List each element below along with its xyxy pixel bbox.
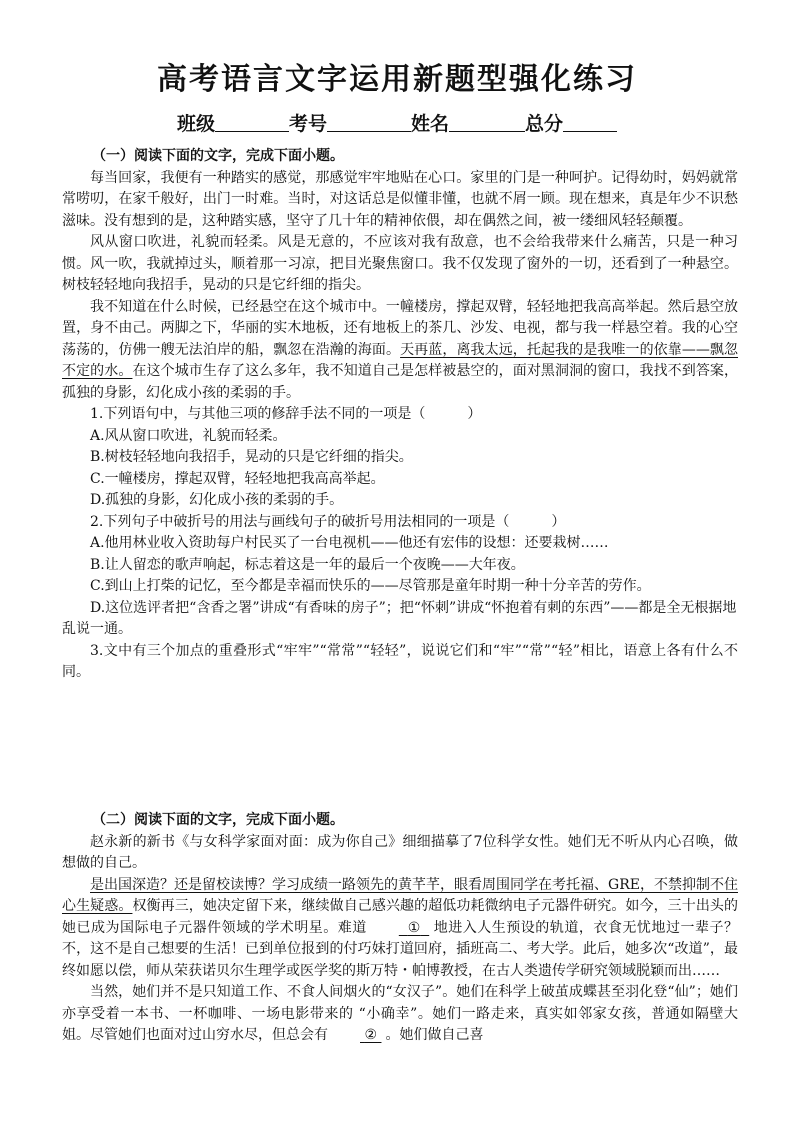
passage-text: 当然，她们并不是只知道工作、不食人间烟火的“女汉子”。她们在科学上破茧成蝶甚至羽化登“仙”；她们亦享受着一本书、一杯咖啡、一场电影带来的 “小确幸”。她们一路走来，真实如邻家女孩，普通如隔壁大姐。尽管她们也面对过山穷水尽，但总会有 <box>62 984 738 1043</box>
passage-paragraph: 每当回家，我便有一种踏实的感觉，那感觉牢牢地贴在心口。家里的门是一种呵护。记得幼时，妈妈就常常唠叨，在家千般好，出门一时难。当时，对这话总是似懂非懂，也就不屑一顾。现在想来，真是年少不识愁滋味。没有想到的是，这种踏实感，坚守了几十年的精神依偎，却在偶然之间，被一缕细风轻轻颠覆。 <box>62 169 738 229</box>
passage-text: 在这个城市生存了这么多年，我不知道自己是怎样被悬空的，面对黑洞洞的窗口，我找不到答案，孤独的身影，幻化成小孩的柔弱的手。 <box>62 363 739 401</box>
section-one <box>62 146 738 684</box>
name-blank[interactable] <box>449 111 525 132</box>
blank-1[interactable] <box>367 918 433 940</box>
option-2b: B.让人留恋的歌声响起，标志着这是一年的最后一个夜晚——大年夜。 <box>90 556 525 573</box>
section-one-heading: （一）阅读下面的文字，完成下面小题。 <box>92 148 344 164</box>
section-two-heading: （二）阅读下面的文字，完成下面小题。 <box>92 812 344 828</box>
class-blank[interactable] <box>215 111 289 132</box>
number-blank[interactable] <box>327 111 411 132</box>
question-1: 1.下列语句中，与其他三项的修辞手法不同的一项是（ ） <box>90 406 482 422</box>
option-1b: B.树枝轻轻地向我招手，晃动的只是它纤细的指尖。 <box>90 449 413 465</box>
underlined-sentence: 天再蓝，离我太远，托起我的是我唯一的依靠——飘忽不定的水。 <box>62 341 739 379</box>
passage-paragraph <box>62 297 738 405</box>
option-2c: C.到山上打柴的记忆，至今都是幸福而快乐的——尽管那是童年时期一种十分辛苦的劳作。 <box>90 578 651 594</box>
blank-2-number: ② <box>364 1027 378 1043</box>
name-label: 姓名 <box>411 113 450 135</box>
option-2d: D.这位选评者把“含香之署”讲成“有香味的房子”；把“怀刺”讲成“怀抱着有刺的东西”——都是全无根据地乱说一通。 <box>62 599 737 637</box>
underlined-sentence: 是出国深造？还是留校读博？学习成绩一路领先的黄芊芊，眼看周围同学在考托福、GRE，不禁抑制不住心生疑惑。 <box>62 876 738 914</box>
option-1a: A.风从窗口吹进，礼貌而轻柔。 <box>90 427 287 444</box>
option-2a: A.他用林业收入资助每户村民买了一台电视机——他还有宏伟的设想：还要栽树…… <box>90 535 609 551</box>
passage-paragraph <box>62 982 738 1047</box>
student-info-line <box>0 110 794 138</box>
blank-1-number: ① <box>407 919 421 936</box>
option-1c: C.一幢楼房，撑起双臂，轻轻地把我高高举起。 <box>90 470 385 487</box>
passage-paragraph <box>62 875 738 983</box>
question-2: 2.下列句子中破折号的用法与画线句子的破折号用法相同的一项是（ ） <box>90 513 566 530</box>
score-label: 总分 <box>525 113 564 135</box>
option-1d: D.孤独的身影，幻化成小孩的柔弱的手。 <box>90 492 344 508</box>
question-3: 3.文中有三个加点的重叠形式“牢牢”“常常”“轻轻”，说说它们和“牢”“常”“轻”相比，语意上各有什么不同。 <box>62 642 738 680</box>
passage-text: 我不知道在什么时候，已经悬空在这个城市中。一幢楼房，撑起双臂，轻轻地把我高高举起。然后悬空放置，身不由己。两脚之下，华丽的实木地板，还有地板上的茶几、沙发、电视，都与我一样悬空着。我的心空荡荡的，仿佛一艘无法泊岸的船，飘忽在浩瀚的海面。 <box>62 298 738 358</box>
class-label: 班级 <box>176 113 215 135</box>
blank-2[interactable] <box>328 1025 385 1047</box>
passage-text: 地进入人生预设的轨道，衣食无忧地过一辈子？不，这不是自己想要的生活！已到单位报到的付巧妹打道回府，插班高二、考大学。此后，她多次“改道”，最终如愿以偿，师从荣获诺贝尔生理学或医学奖的斯万特・帕博教授，在古人类遗传学研究领域脱颖而出…… <box>62 919 738 979</box>
page-title: 高考语言文字运用新题型强化练习 <box>157 62 637 97</box>
passage-paragraph: 赵永新的新书《与女科学家面对面：成为你自己》细细描摹了7位科学女性。她们无不听从内心召唤，做想做的自己。 <box>62 833 738 871</box>
section-two <box>62 810 738 1047</box>
passage-text: 权衡再三，她决定留下来，继续做自己感兴趣的超低功耗微纳电子元器件研究。如今，三十出头的她已成为国际电子元器件领域的学术明星。难道 <box>62 898 739 936</box>
passage-paragraph: 风从窗口吹进，礼貌而轻柔。风是无意的，不应该对我有敌意，也不会给我带来什么痛苦，只是一种习惯。风一吹，我就掉过头，顺着那一习凉，把目光聚焦窗口。我不仅发现了窗外的一切，还看到了一种悬空。树枝轻轻地向我招手，晃动的只是它纤细的指尖。 <box>62 234 738 293</box>
number-label: 考号 <box>288 113 327 135</box>
passage-text: 。她们做自己喜 <box>385 1027 484 1043</box>
score-blank[interactable] <box>563 111 617 132</box>
